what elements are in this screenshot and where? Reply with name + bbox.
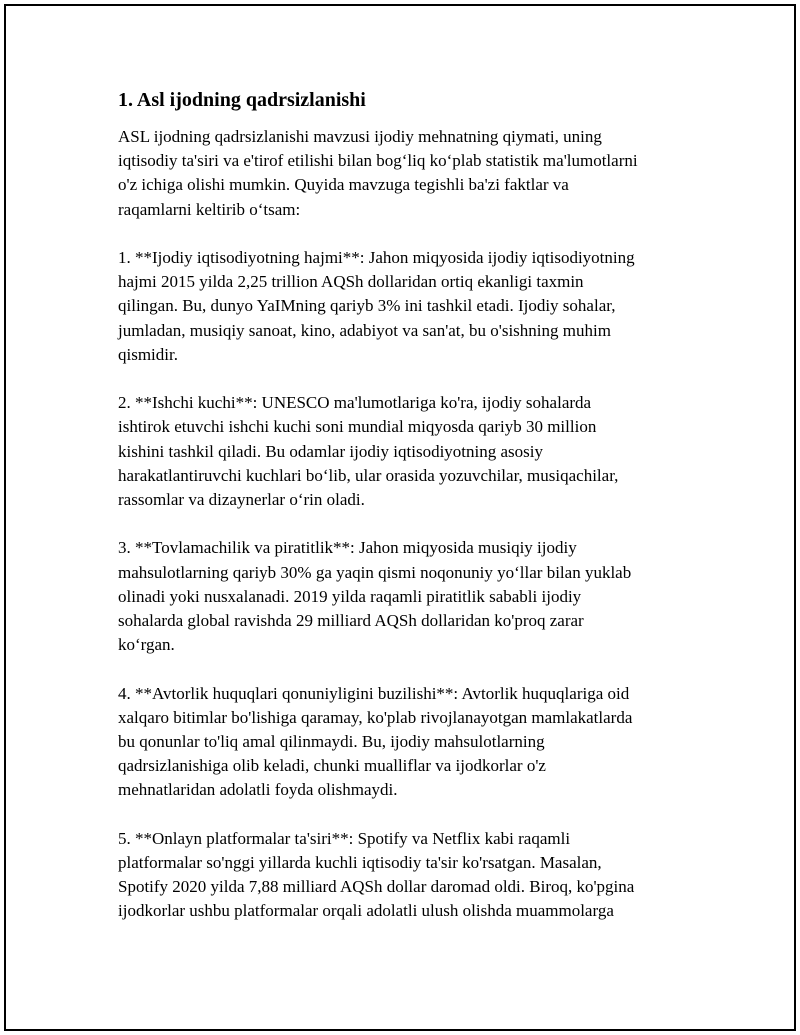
paragraph-spacer [118,222,688,246]
paragraph-spacer [118,512,688,536]
intro-paragraph: ASL ijodning qadrsizlanishi mavzusi ijodiy mehnatning qiymati, uning iqtisodiy ta'siri va e'tirof etilishi bilan bog‘liq ko‘plab statistik ma'lumotlarni o'z ichiga olishi mumkin. Quyida mavzuga tegishli ba'zi faktlar va raqamlarni keltirib o‘tsam: [118,127,638,219]
section-heading: 1. Asl ijodning qadrsizlanishi [118,89,366,111]
paragraph-spacer [118,803,688,827]
paragraph-item-2: 2. **Ishchi kuchi**: UNESCO ma'lumotlariga ko'ra, ijodiy sohalarda ishtirok etuvchi ishchi kuchi soni mundial miqyosda qariyb 30 million kishini tashkil qiladi. Bu odamlar ijodiy iqtisodiyotning asosiy harakatlantiruvchi kuchlari bo‘lib, ular orasida yozuvchilar, musiqachilar, rassomlar va dizaynerlar o‘rin oladi. [118,393,619,510]
paragraph-spacer [118,657,688,681]
paragraph-item-3: 3. **Tovlamachilik va piratitlik**: Jahon miqyosida musiqiy ijodiy mahsulotlarning qariyb 30% ga yaqin qismi noqonuniy yo‘llar bilan yuklab olinadi yoki nusxalanadi. 2019 yilda raqamli piratitlik sababli ijodiy sohalarda global ravishda 29 milliard AQSh dollaridan ko'proq zarar ko‘rgan. [118,538,632,655]
document-content [118,88,688,924]
paragraph-item-4: 4. **Avtorlik huquqlari qonuniyligini buzilishi**: Avtorlik huquqlariga oid xalqaro bitimlar bo'lishiga qaramay, ko'plab rivojlanayotgan mamlakatlarda bu qonunlar to'liq amal qilinmaydi. Bu, ijodiy mahsulotlarning qadrsizlanishiga olib keladi, chunki mualliflar va ijodkorlar o'z mehnatlaridan adolatli foyda olishmaydi. [118,683,633,800]
document-page [4,4,796,1031]
paragraph-item-5: 5. **Onlayn platformalar ta'siri**: Spotify va Netflix kabi raqamli platformalar so'nggi yillarda kuchli iqtisodiy ta'sir ko'rsatgan. Masalan, Spotify 2020 yilda 7,88 milliard AQSh dollar daromad oldi. Biroq, ko'pgina ijodkorlar ushbu platformalar orqali adolatli ulush olishda muammolarga [118,828,635,921]
paragraph-item-1: 1. **Ijodiy iqtisodiyotning hajmi**: Jahon miqyosida ijodiy iqtisodiyotning hajmi 2015 yilda 2,25 trillion AQSh dollaridan ortiq ekanligi taxmin qilingan. Bu, dunyo YaIMning qariyb 3% ini tashkil etadi. Ijodiy sohalar, jumladan, musiqiy sanoat, kino, adabiyot va san'at, bu o'sishning muhim qismidir. [118,248,635,364]
paragraph-spacer [118,367,688,391]
